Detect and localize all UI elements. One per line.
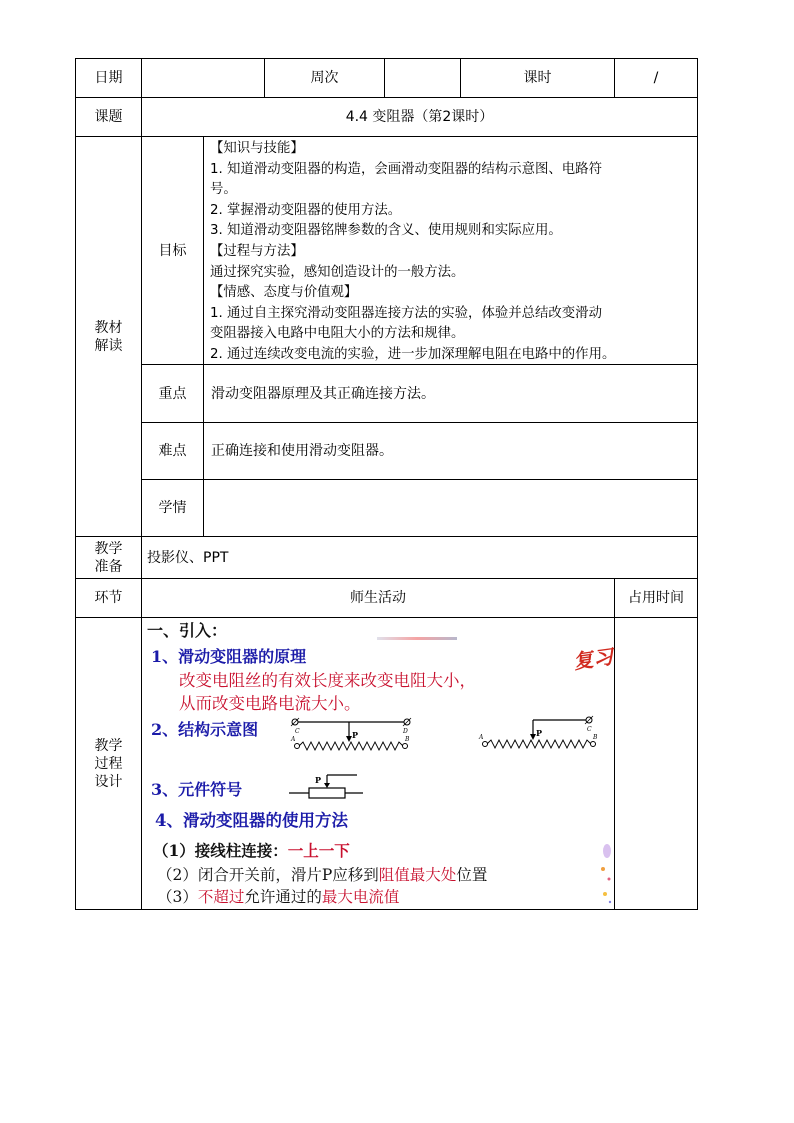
goals-line: 3. 知道滑动变阻器铭牌参数的含义、使用规则和实际应用。	[210, 223, 562, 239]
rheostat-circuit-symbol	[287, 769, 367, 803]
slide-item3-title: 3、元件符号	[151, 780, 243, 799]
goals-line: 2. 掌握滑动变阻器的使用方法。	[210, 202, 402, 218]
key-text-cell	[203, 364, 698, 423]
time-cell	[614, 617, 698, 910]
topic-label-cell	[75, 97, 142, 137]
goals-line: 1. 知道滑动变阻器的构造，会画滑动变阻器的结构示意图、电路符	[210, 161, 602, 177]
slide-rule1-key: 一上一下	[287, 841, 350, 860]
learning-text-cell	[203, 479, 698, 537]
goals-line: 通过探究实验，感知创造设计的一般方法。	[210, 264, 465, 280]
time-header: 占用时间	[628, 590, 684, 606]
topic-title-cell	[141, 97, 698, 137]
analysis-label-cell	[75, 136, 142, 537]
diagram1-label-b: B	[405, 736, 410, 743]
analysis-label-line2: 解读	[94, 337, 123, 354]
analysis-label-line1: 教材	[94, 319, 123, 336]
goals-label-cell	[141, 136, 204, 365]
goals-line: 2. 通过连续改变电流的实验，进一步加深理解电阻在电路中的作用。	[210, 346, 616, 362]
goals-line: 【情感、态度与价值观】	[210, 285, 358, 301]
topic-label: 课题	[94, 109, 123, 125]
period-value: /	[653, 70, 659, 86]
review-mark-icon: 复习	[571, 644, 615, 674]
date-label-cell	[75, 58, 142, 98]
stage-header: 环节	[94, 590, 123, 606]
slide-rule3	[157, 885, 399, 907]
prep-label-line1: 教学	[94, 540, 123, 557]
date-value-cell	[141, 58, 265, 98]
time-header-cell	[614, 578, 698, 618]
activity-header-cell	[141, 578, 615, 618]
period-label: 课时	[523, 70, 552, 86]
slide-item1-title: 1、滑动变阻器的原理	[151, 647, 307, 666]
prep-text-cell	[141, 536, 698, 579]
diagram2-label-p: P	[536, 728, 543, 738]
slide-rule2-prefix: （2）闭合开关前，滑片P应移到	[157, 866, 379, 884]
lesson-plan-table	[75, 58, 698, 910]
goals-line: 【过程与方法】	[210, 243, 304, 259]
slide-intro: 一、引入：	[147, 621, 228, 640]
stage-header-cell	[75, 578, 142, 618]
goals-line: 【知识与技能】	[210, 141, 304, 156]
week-value-cell	[384, 58, 461, 98]
slide-strip-artifact	[377, 637, 457, 640]
diagram1-label-a: A	[291, 736, 296, 743]
diagram1-label-d: D	[403, 728, 408, 735]
diagram2-label-b: B	[593, 734, 598, 741]
learning-label: 学情	[158, 500, 187, 516]
key-text: 滑动变阻器原理及其正确连接方法。	[211, 385, 435, 402]
activity-header: 师生活动	[350, 590, 406, 606]
difficulty-text-cell	[203, 422, 698, 480]
prep-label-cell	[75, 536, 142, 579]
goals-line: 变阻器接入电路中电阻大小的方法和规律。	[210, 326, 465, 342]
goals-line: 1. 通过自主探究滑动变阻器连接方法的实验，体验并总结改变滑动	[210, 305, 602, 321]
diagram1-label-c: C	[295, 728, 300, 735]
goals-text-cell	[203, 136, 698, 365]
difficulty-label: 难点	[158, 443, 187, 459]
decorative-sparkle-icon	[593, 839, 613, 909]
slide-item2-title: 2、结构示意图	[151, 720, 259, 739]
goals-line: 号。	[210, 182, 237, 198]
week-label: 周次	[310, 70, 339, 86]
slide-rule2-key: 阻值最大处	[378, 866, 457, 884]
topic-title: 4.4 变阻器（第2课时）	[345, 109, 494, 125]
slide-rule3-key2: 最大电流值	[321, 888, 400, 906]
slide-rule1	[153, 839, 350, 861]
rheostat-structure-diagram-1	[289, 712, 419, 754]
goals-label: 目标	[158, 242, 187, 259]
slide-rule2-suffix: 位置	[456, 866, 488, 884]
process-label-line1: 教学	[94, 737, 123, 754]
prep-label-line2: 准备	[94, 558, 123, 575]
process-label-cell	[75, 617, 142, 910]
diagram1-label-p: P	[352, 730, 359, 740]
slide-item1-line2: 从而改变电路电流大小。	[179, 694, 361, 713]
slide-rule1-prefix: （1）接线柱连接：	[153, 841, 288, 860]
key-label: 重点	[158, 385, 187, 402]
slide-rule3-key1: 不超过	[197, 888, 245, 906]
rheostat-structure-diagram-2	[477, 712, 607, 754]
slide-item4-title: 4、滑动变阻器的使用方法	[155, 811, 348, 830]
period-value-cell	[614, 58, 698, 98]
date-label: 日期	[94, 70, 123, 86]
diagram2-label-a: A	[479, 734, 484, 741]
embedded-slide	[141, 617, 615, 910]
key-label-cell	[141, 364, 204, 423]
week-label-cell	[264, 58, 385, 98]
prep-text: 投影仪、PPT	[147, 549, 229, 566]
difficulty-text: 正确连接和使用滑动变阻器。	[211, 443, 393, 459]
symbol-label-p: P	[315, 775, 322, 785]
slide-item1-line1: 改变电阻丝的有效长度来改变电阻大小，	[179, 671, 476, 690]
process-label-line2: 过程	[94, 755, 123, 772]
slide-rule2	[157, 863, 487, 885]
diagram2-label-c: C	[587, 726, 592, 733]
process-label-line3: 设计	[94, 773, 123, 790]
slide-rule3-prefix: （3）	[157, 888, 198, 906]
slide-rule3-mid: 允许通过的	[244, 888, 322, 906]
learning-label-cell	[141, 479, 204, 537]
period-label-cell	[460, 58, 615, 98]
difficulty-label-cell	[141, 422, 204, 480]
